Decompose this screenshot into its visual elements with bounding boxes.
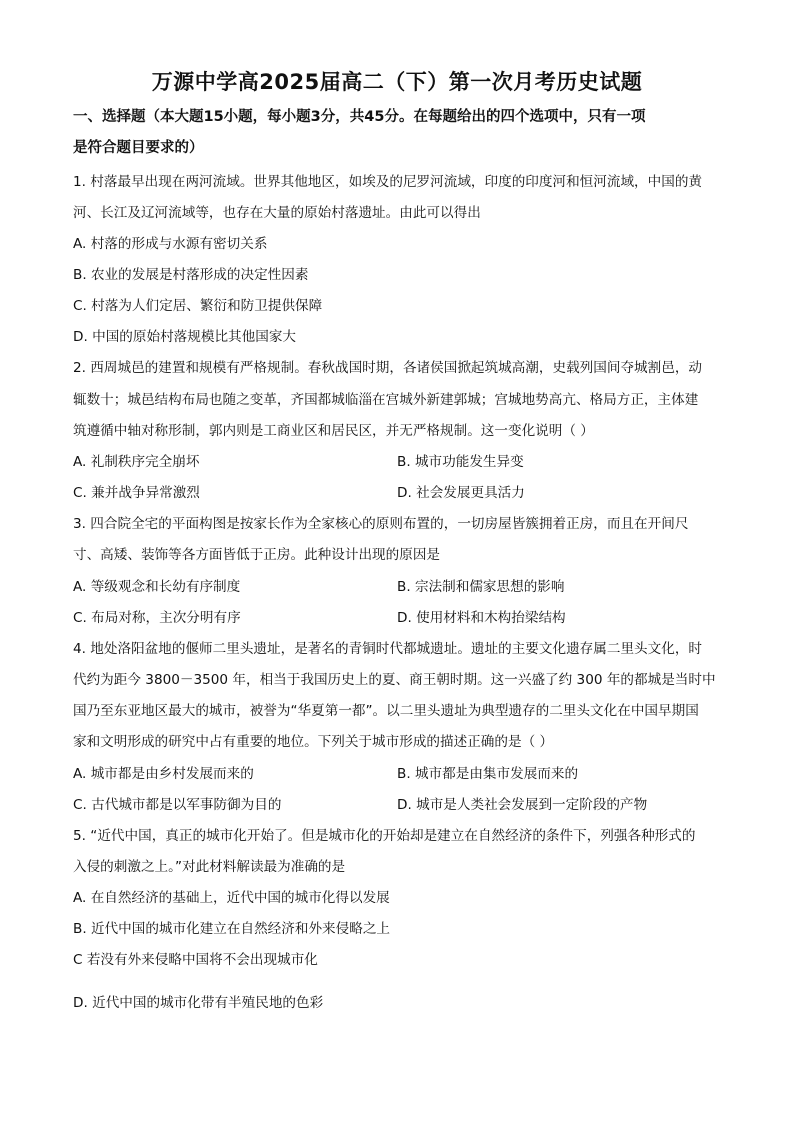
question-4-option-b: B. 城市都是由集市发展而来的: [397, 766, 579, 782]
question-5-option-d: D. 近代中国的城市化带有半殖民地的色彩: [73, 995, 324, 1011]
question-2-stem-line-3: 筑遵循中轴对称形制，郭内则是工商业区和居民区，并无严格规制。这一变化说明（ ）: [73, 423, 594, 439]
section-heading-line-2: 是符合题目要求的）: [73, 140, 204, 156]
question-1-stem-line-1: 1. 村落最早出现在两河流域。世界其他地区，如埃及的尼罗河流域，印度的印度河和恒河流域，中国的黄: [73, 174, 703, 190]
question-5-stem-line-1: 5. “近代中国，真正的城市化开始了。但是城市化的开始却是建立在自然经济的条件下，列强各种形式的: [73, 828, 696, 844]
question-4-option-a: A. 城市都是由乡村发展而来的: [73, 766, 254, 782]
question-5-option-c: C 若没有外来侵略中国将不会出现城市化: [73, 952, 318, 968]
question-1-option-d: D. 中国的原始村落规模比其他国家大: [73, 329, 297, 345]
question-5-option-b: B. 近代中国的城市化建立在自然经济和外来侵略之上: [73, 921, 391, 937]
question-4-stem-line-4: 家和文明形成的研究中占有重要的地位。下列关于城市形成的描述正确的是（ ）: [73, 734, 554, 750]
question-2-option-b: B. 城市功能发生异变: [397, 454, 524, 470]
question-2-option-d: D. 社会发展更具活力: [397, 485, 525, 501]
question-1-option-b: B. 农业的发展是村落形成的决定性因素: [73, 267, 309, 283]
question-3-stem-line-1: 3. 四合院全宅的平面构图是按家长作为全家核心的原则布置的，一切房屋皆簇拥着正房，而且在开间尺: [73, 516, 689, 532]
section-heading-line-1: 一、选择题（本大题15小题，每小题3分，共45分。在每题给出的四个选项中，只有一项: [73, 109, 646, 125]
question-5-stem-line-2: 入侵的刺激之上。”对此材料解读最为准确的是: [73, 859, 346, 875]
question-1-option-a: A. 村落的形成与水源有密切关系: [73, 236, 268, 252]
question-3-option-d: D. 使用材料和木构抬梁结构: [397, 610, 566, 626]
question-2-option-a: A. 礼制秩序完全崩坏: [73, 454, 200, 470]
question-1-option-c: C. 村落为人们定居、繁衍和防卫提供保障: [73, 298, 323, 314]
question-4-stem-line-1: 4. 地处洛阳盆地的偃师二里头遗址，是著名的青铜时代都城遗址。遗址的主要文化遗存属二里头文化，时: [73, 641, 703, 657]
question-4-option-d: D. 城市是人类社会发展到一定阶段的产物: [397, 797, 648, 813]
question-4-option-c: C. 古代城市都是以军事防御为目的: [73, 797, 282, 813]
question-2-stem-line-1: 2. 西周城邑的建置和规模有严格规制。春秋战国时期，各诸侯国掀起筑城高潮，史载列国间夺城割邑，动: [73, 360, 703, 376]
question-5-option-a: A. 在自然经济的基础上，近代中国的城市化得以发展: [73, 890, 390, 906]
question-3-stem-line-2: 寸、高矮、装饰等各方面皆低于正房。此种设计出现的原因是: [73, 547, 441, 563]
question-2-stem-line-2: 辄数十；城邑结构布局也随之变革，齐国都城临淄在宫城外新建郭城；宫城地势高亢、格局方正，主体建: [73, 392, 699, 408]
question-3-option-b: B. 宗法制和儒家思想的影响: [397, 579, 565, 595]
question-4-stem-line-3: 国乃至东亚地区最大的城市，被誉为“华夏第一都”。以二里头遗址为典型遗存的二里头文化在中国早期国: [73, 703, 699, 719]
page-title: 万源中学高2025届高二（下）第一次月考历史试题: [151, 70, 643, 94]
question-1-stem-line-2: 河、长江及辽河流域等，也存在大量的原始村落遗址。由此可以得出: [73, 205, 481, 221]
question-3-option-c: C. 布局对称，主次分明有序: [73, 610, 241, 626]
question-3-option-a: A. 等级观念和长幼有序制度: [73, 579, 241, 595]
question-2-option-c: C. 兼并战争异常激烈: [73, 485, 200, 501]
question-4-stem-line-2: 代约为距今 3800－3500 年，相当于我国历史上的夏、商王朝时期。这一兴盛了约 300 年的都城是当时中: [73, 672, 716, 688]
